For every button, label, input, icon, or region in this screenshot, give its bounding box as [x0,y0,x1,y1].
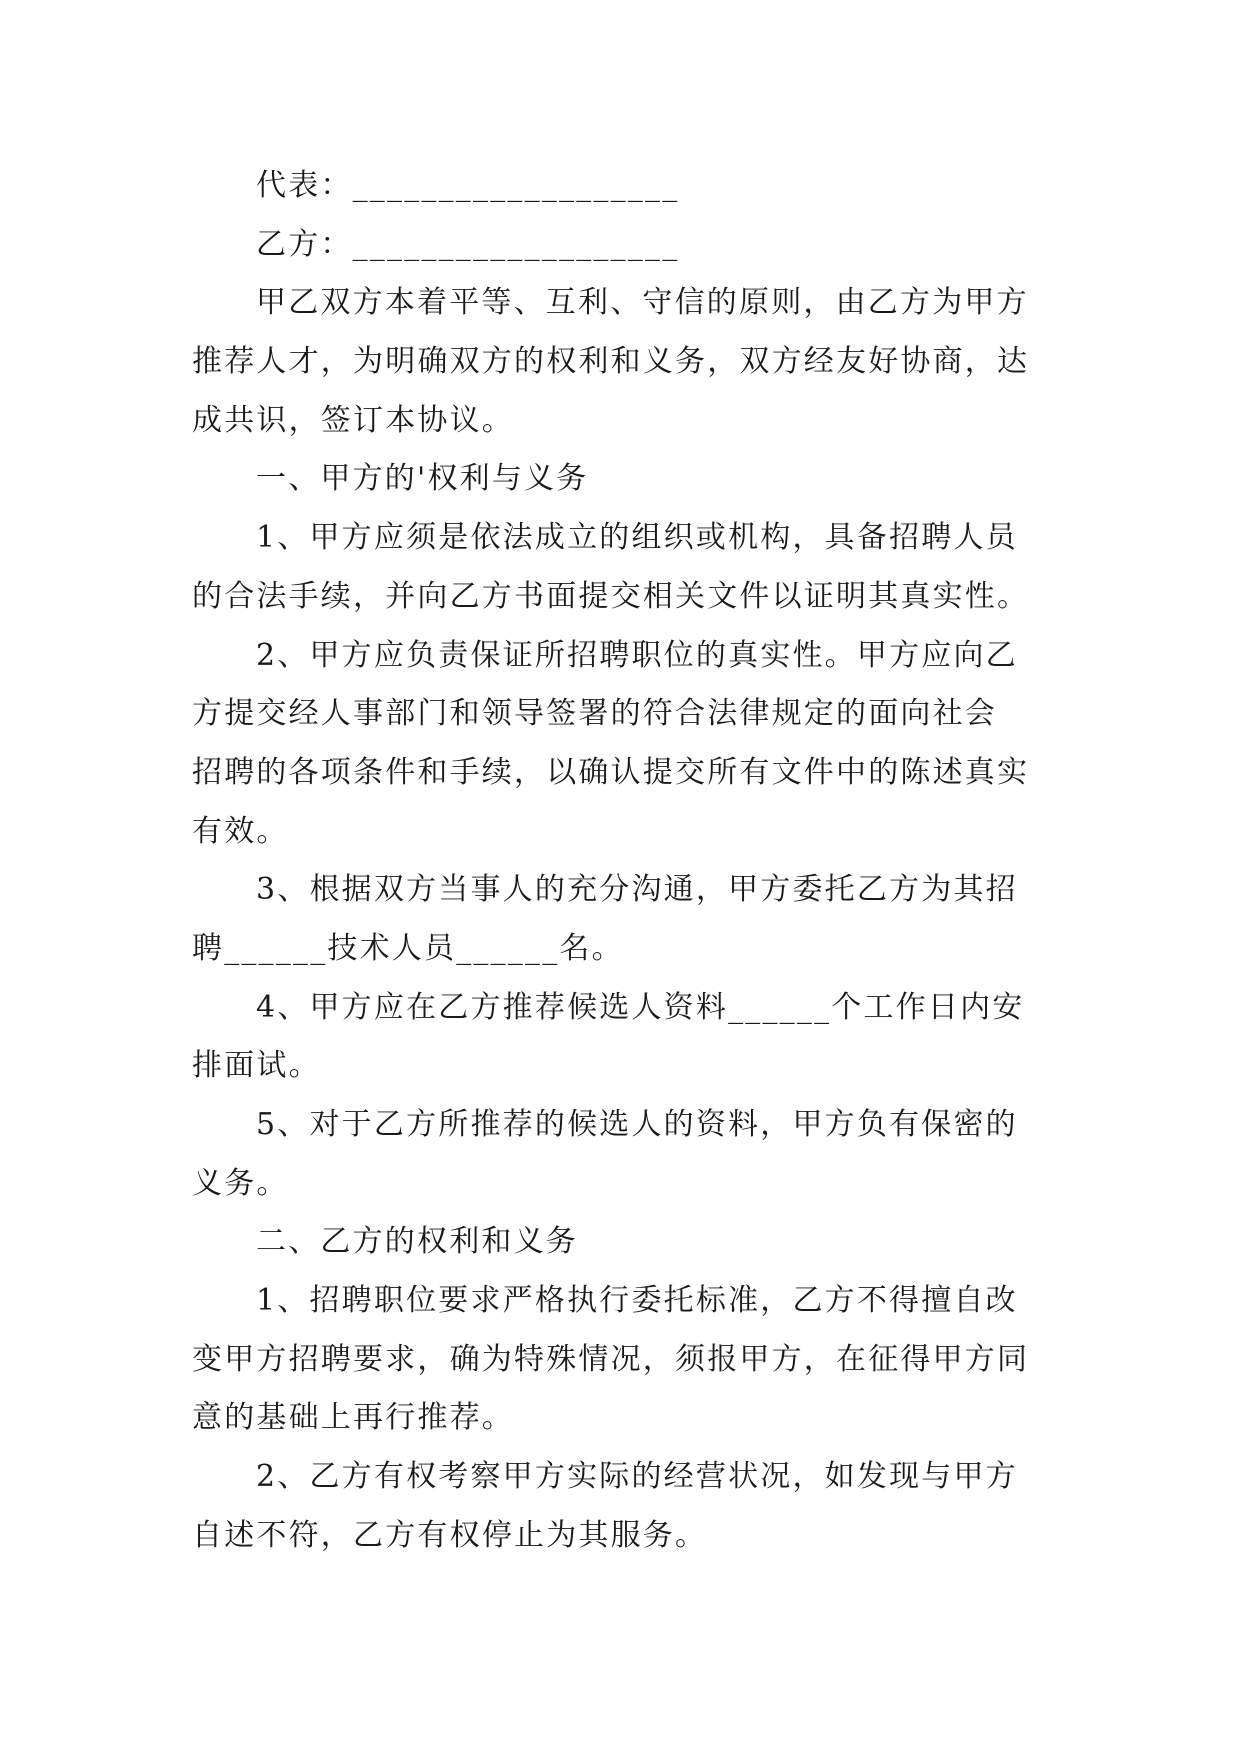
intro-paragraph-line: 甲乙双方本着平等、互利、守信的原则，由乙方为甲方 [256,285,1029,321]
section-heading-party-b: 二、乙方的权利和义务 [256,1224,578,1260]
clause-a1-line: 的合法手续，并向乙方书面提交相关文件以证明其真实性。 [192,578,1030,614]
clause-b2-line: 2、乙方有权考察甲方实际的经营状况，如发现与甲方 [256,1459,1018,1495]
clause-a1-line: 1、甲方应须是依法成立的组织或机构，具备招聘人员 [256,520,1018,556]
clause-a5-line: 义务。 [192,1165,289,1201]
clause-b1-line: 1、招聘职位要求严格执行委托标准，乙方不得擅自改 [256,1283,1018,1319]
intro-paragraph-line: 推荐人才，为明确双方的权利和义务，双方经友好协商，达 [192,344,1030,380]
clause-a2-line: 招聘的各项条件和手续，以确认提交所有文件中的陈述真实 [192,754,1030,790]
clause-a4-line: 排面试。 [192,1048,321,1084]
clause-a5-line: 5、对于乙方所推荐的候选人的资料，甲方负有保密的 [256,1107,1018,1142]
clause-b2-line: 自述不符，乙方有权停止为其服务。 [192,1517,708,1553]
clause-a2-line: 2、甲方应负责保证所招聘职位的真实性。甲方应向乙 [256,637,1018,673]
representative-line: 代表：___________________ [256,168,680,203]
section-heading-party-a: 一、甲方的'权利与义务 [256,461,589,497]
party-b-line: 乙方：___________________ [256,226,680,262]
document-body [192,157,1072,1566]
clause-a3-line: 聘______技术人员______名。 [192,930,624,966]
intro-paragraph-line: 成共识，签订本协议。 [192,402,514,438]
clause-a3-line: 3、根据双方当事人的充分沟通，甲方委托乙方为其招 [256,872,1018,908]
clause-a4-line: 4、甲方应在乙方推荐候选人资料______个工作日内安 [256,989,1025,1025]
clause-b1-line: 变甲方招聘要求，确为特殊情况，须报甲方，在征得甲方同 [192,1341,1030,1377]
clause-b1-line: 意的基础上再行推荐。 [192,1400,514,1436]
clause-a2-line: 方提交经人事部门和领导签署的符合法律规定的面向社会 [192,696,997,732]
clause-a2-line: 有效。 [192,813,289,849]
